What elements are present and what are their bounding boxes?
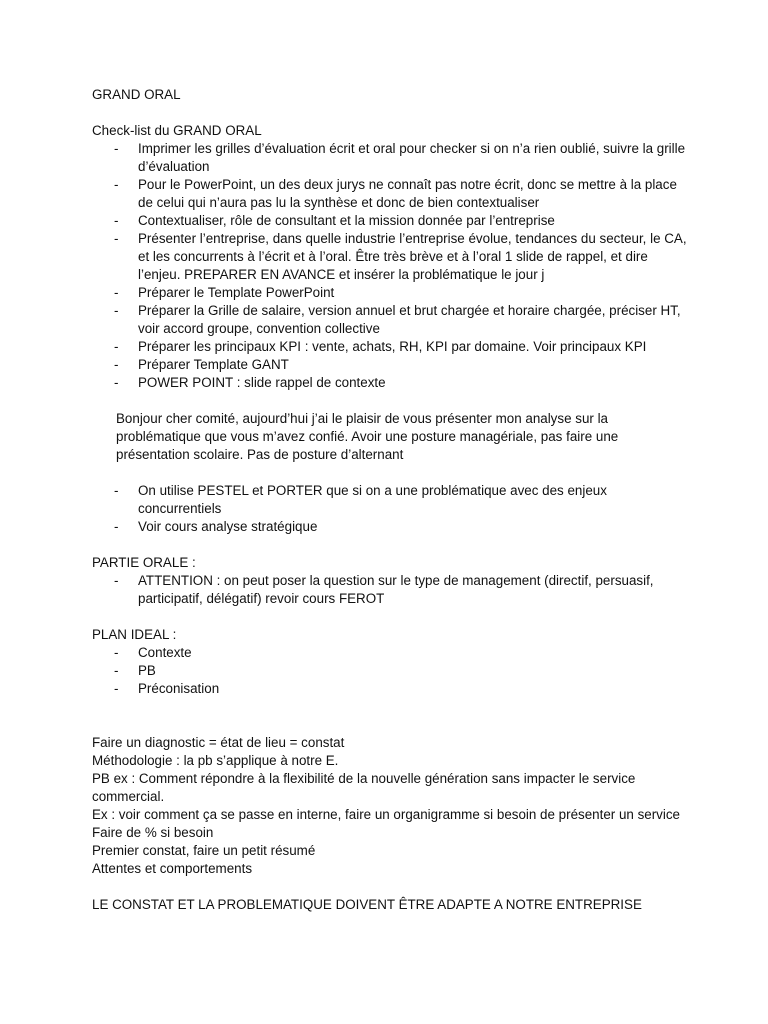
list-item: - Préparer le Template PowerPoint (92, 284, 692, 302)
plan-list (92, 644, 692, 698)
list-item: - Préconisation (92, 680, 692, 698)
document-title: GRAND ORAL (92, 87, 181, 102)
document-body (92, 86, 692, 914)
list-item: - Imprimer les grilles d’évaluation écrit et oral pour checker si on n’a rien oublié, suivre la grille d’évaluation (92, 140, 692, 176)
list-item: - Pour le PowerPoint, un des deux jurys ne connaît pas notre écrit, donc se mettre à la place de celui qui n’aura pas lu la synthèse et donc de bien contextualiser (92, 176, 692, 212)
list-item: - Contextualiser, rôle de consultant et la mission donnée par l’entreprise (92, 212, 692, 230)
list-item: - Préparer la Grille de salaire, version annuel et brut chargée et horaire chargée, préciser HT, voir accord groupe, convention collective (92, 302, 692, 338)
list-item: - Voir cours analyse stratégique (92, 518, 692, 536)
checklist (92, 140, 692, 392)
note-line: Ex : voir comment ça se passe en interne, faire un organigramme si besoin de présenter un service (92, 807, 680, 822)
list-item: - POWER POINT : slide rappel de contexte (92, 374, 692, 392)
note-line: Premier constat, faire un petit résumé (92, 843, 316, 858)
list-item: - Préparer les principaux KPI : vente, achats, RH, KPI par domaine. Voir principaux KPI (92, 338, 692, 356)
note-line: Méthodologie : la pb s’applique à notre E. (92, 753, 339, 768)
note-line: Faire de % si besoin (92, 825, 214, 840)
list-item: - Préparer Template GANT (92, 356, 692, 374)
list-item: - Contexte (92, 644, 692, 662)
intro-paragraph: Bonjour cher comité, aujourd’hui j’ai le plaisir de vous présenter mon analyse sur la problématique que vous m’avez confié. Avoir une posture managériale, pas faire une présentation scolaire. Pas de posture d’alternant (116, 411, 619, 462)
note-line: PB ex : Comment répondre à la flexibilité de la nouvelle génération sans impacter le service commercial. (92, 771, 636, 804)
list-item: - ATTENTION : on peut poser la question sur le type de management (directif, persuasif, participatif, délégatif) revoir cours FEROT (92, 572, 692, 608)
analysis-list (92, 482, 692, 536)
checklist-heading: Check-list du GRAND ORAL (92, 123, 262, 138)
note-line: Faire un diagnostic = état de lieu = constat (92, 735, 345, 750)
list-item: - On utilise PESTEL et PORTER que si on a une problématique avec des enjeux concurrentiels (92, 482, 692, 518)
list-item: - Présenter l’entreprise, dans quelle industrie l’entreprise évolue, tendances du secteur, le CA, et les concurrents à l’écrit et à l’oral. Être très brève et à l’oral 1 slide de rappel, et dire l’enjeu. PREPARER EN AVANCE et insérer la problématique le jour j (92, 230, 692, 284)
plan-heading: PLAN IDEAL : (92, 627, 177, 642)
note-line: Attentes et comportements (92, 861, 253, 876)
list-item: - PB (92, 662, 692, 680)
oral-heading: PARTIE ORALE : (92, 555, 196, 570)
conclusion: LE CONSTAT ET LA PROBLEMATIQUE DOIVENT ÊTRE ADAPTE A NOTRE ENTREPRISE (92, 897, 642, 912)
oral-list (92, 572, 692, 608)
